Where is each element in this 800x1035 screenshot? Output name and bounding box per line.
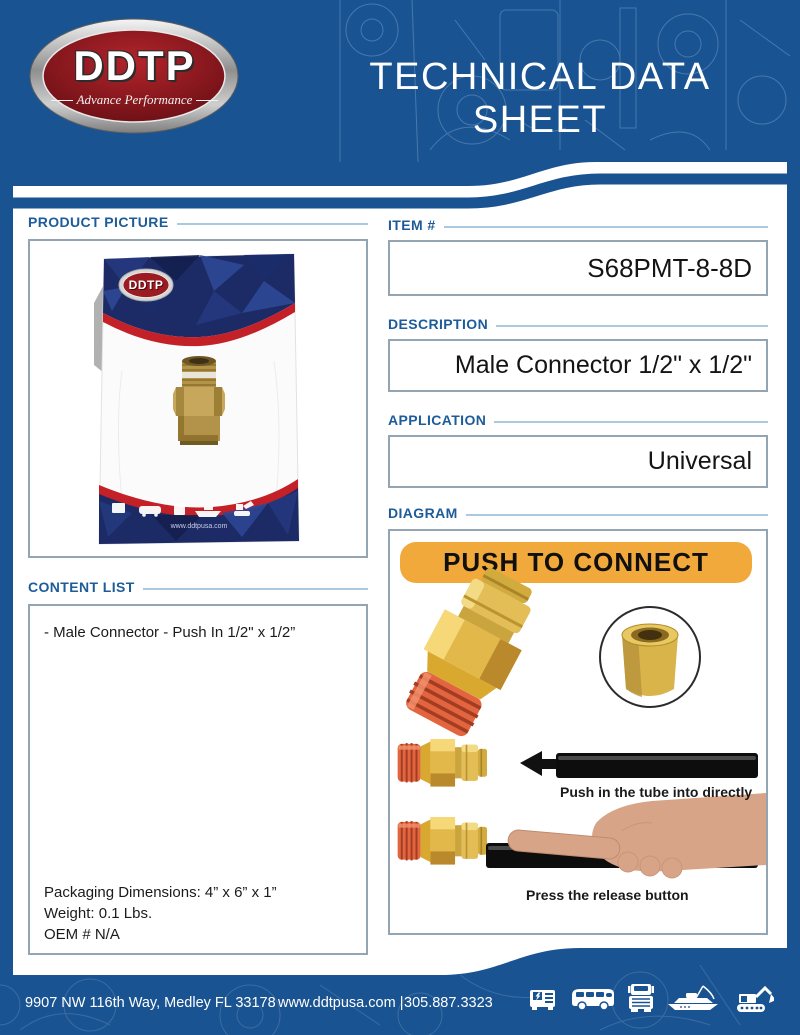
packaging-info — [44, 882, 277, 945]
tagline-dash-right — [196, 100, 218, 101]
package-brand-text: DDTP — [128, 278, 164, 292]
content-list-rule — [143, 588, 368, 590]
logo-tagline — [52, 92, 217, 108]
yacht-icon — [666, 984, 720, 1012]
push-to-connect-banner: PUSH TO CONNECT — [400, 542, 752, 583]
item-value-box: S68PMT-8-8D — [388, 240, 768, 296]
tagline-dash-left — [51, 100, 73, 101]
tagline-text: Advance Performance — [76, 92, 193, 107]
fitting-bottom — [398, 817, 487, 865]
product-picture-label: PRODUCT PICTURE — [28, 214, 169, 230]
content-list-box — [28, 604, 368, 955]
fitting-end-view — [600, 607, 700, 707]
packaging-oem: OEM # N/A — [44, 926, 120, 943]
product-package-image — [92, 251, 306, 547]
footer-vehicle-icons — [528, 978, 776, 1018]
push-arrow-icon — [520, 751, 558, 776]
diagram-art — [390, 531, 766, 933]
page-title: TECHNICAL DATA SHEET — [369, 56, 711, 141]
excavator-icon — [732, 983, 774, 1013]
application-rule — [494, 421, 768, 423]
footer-address: 9907 NW 116th Way, Medley FL 33178 — [25, 995, 276, 1011]
packaging-dimensions: Packaging Dimensions: 4” x 6” x 1” — [44, 884, 277, 901]
item-label: ITEM # — [388, 217, 436, 233]
application-label: APPLICATION — [388, 412, 487, 428]
logo-brand-text: DDTP — [73, 42, 196, 89]
diagram-rule — [466, 514, 768, 516]
bus-icon — [570, 985, 616, 1011]
package-art — [92, 251, 306, 547]
product-picture-rule — [177, 223, 368, 225]
diagram-box — [388, 529, 768, 935]
product-picture-header — [28, 214, 368, 230]
application-header — [388, 412, 768, 428]
package-website-text: www.ddtpusa.com — [170, 523, 228, 530]
semi-truck-icon — [628, 983, 654, 1013]
description-value-box: Male Connector 1/2" x 1/2" — [388, 339, 768, 392]
caption-press: Press the release button — [526, 887, 689, 903]
diagram-header — [388, 505, 768, 521]
item-rule — [444, 226, 768, 228]
content-list-label: CONTENT LIST — [28, 579, 135, 595]
diagram-label: DIAGRAM — [388, 505, 458, 521]
content-list-item: - Male Connector - Push In 1/2" x 1/2” — [44, 624, 296, 641]
description-header — [388, 316, 768, 332]
item-header — [388, 217, 768, 233]
generator-icon — [528, 983, 558, 1013]
application-value-box: Universal — [388, 435, 768, 488]
content-list-header — [28, 579, 368, 595]
description-label: DESCRIPTION — [388, 316, 489, 332]
footer-website[interactable]: www.ddtpusa.com | — [278, 995, 404, 1011]
description-rule — [496, 325, 768, 327]
footer-phone: 305.887.3323 — [404, 995, 493, 1011]
fitting-middle — [398, 739, 487, 787]
packaging-weight: Weight: 0.1 Lbs. — [44, 905, 153, 922]
caption-push: Push in the tube into directly — [560, 784, 753, 800]
fitting-top — [396, 558, 550, 743]
